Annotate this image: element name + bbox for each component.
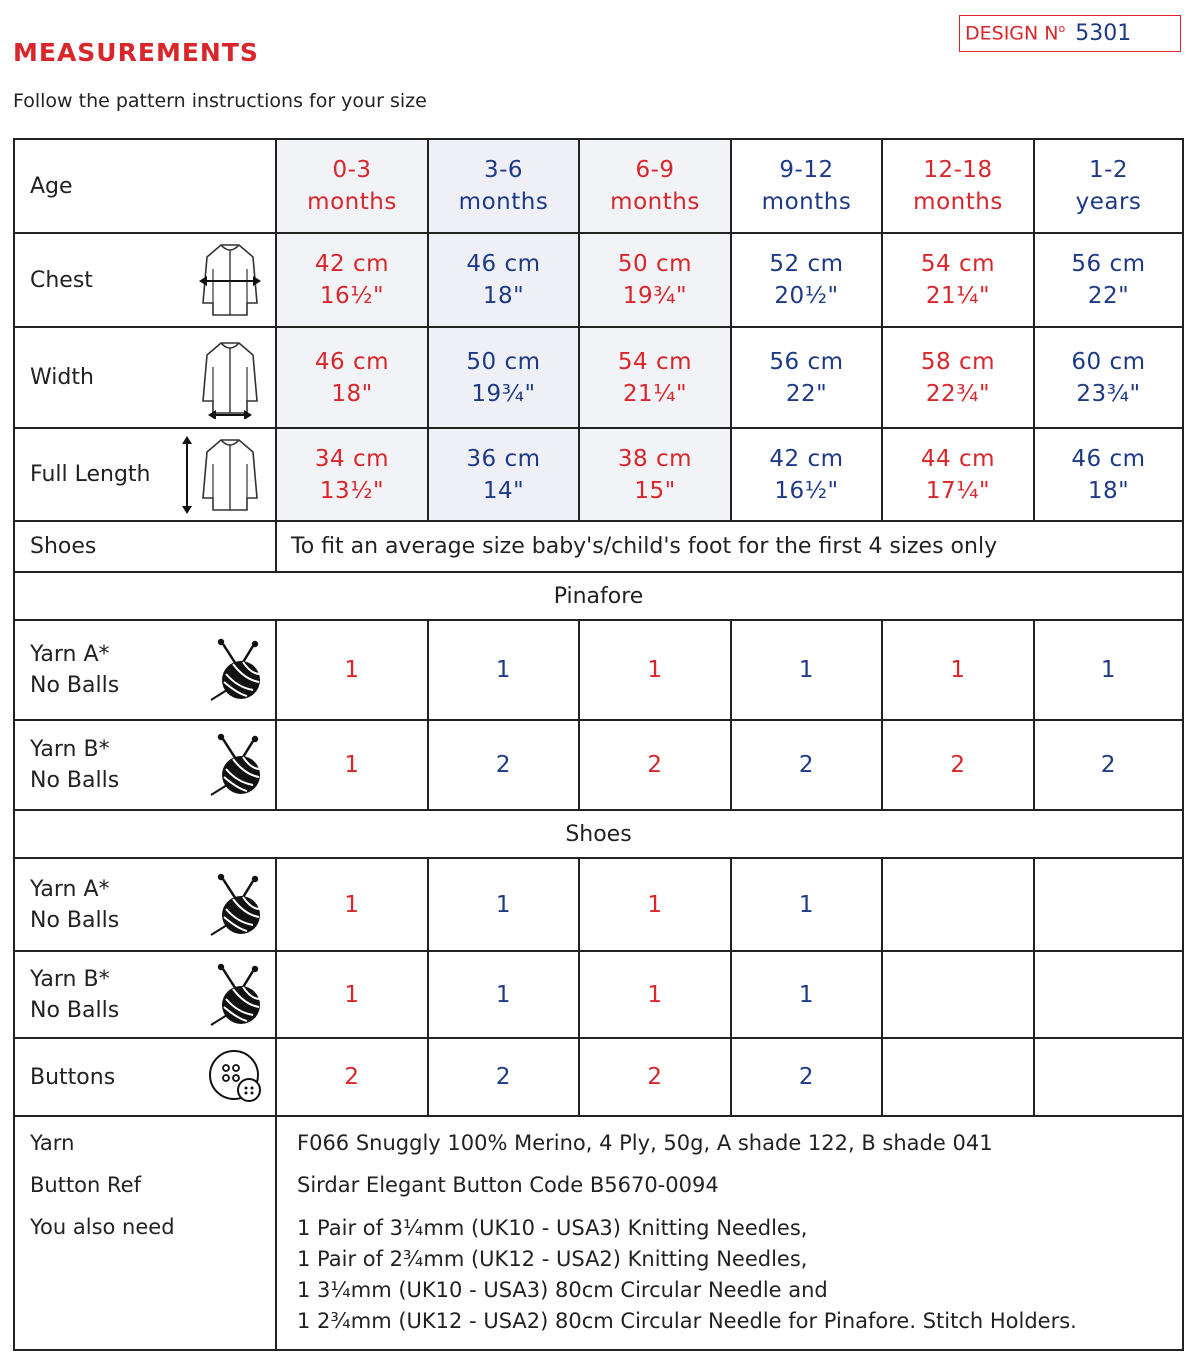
shoes-yarn-b-value: 1 — [731, 951, 882, 1038]
design-number: 5301 — [1075, 21, 1132, 46]
pinafore-yarn-b-value: 2 — [1034, 720, 1183, 810]
buttons-row — [14, 1038, 1183, 1116]
shoes-yarn-b-label: Yarn B* No Balls — [14, 951, 276, 1038]
pinafore-yarn-b-value: 2 — [882, 720, 1034, 810]
age-label: Age — [14, 139, 276, 233]
also-need-label: You also need — [30, 1215, 175, 1239]
button-ref-label: Button Ref — [30, 1173, 141, 1197]
size-header: 6-9 months — [579, 139, 731, 233]
cardigan-chest-icon — [195, 239, 265, 321]
pinafore-yarn-a-value: 1 — [1034, 620, 1183, 720]
size-header: 9-12 months — [731, 139, 882, 233]
buttons-value — [882, 1038, 1034, 1116]
materials-values — [276, 1116, 1183, 1350]
shoes-yarn-a-value — [1034, 858, 1183, 951]
pinafore-heading: Pinafore — [14, 572, 1183, 620]
shoes-yarn-b-value — [1034, 951, 1183, 1038]
needle-item: 1 2¾mm (UK12 - USA2) 80cm Circular Needle for Pinafore. Stitch Holders. — [297, 1309, 1077, 1333]
shoes-yarn-b-value: 1 — [579, 951, 731, 1038]
chest-label-cell — [14, 233, 276, 327]
length-label: Full Length — [30, 462, 151, 487]
pinafore-yarn-a-value: 1 — [579, 620, 731, 720]
length-value: 36 cm 14" — [428, 428, 579, 521]
chest-value: 46 cm 18" — [428, 233, 579, 327]
chest-value: 42 cm 16½" — [276, 233, 428, 327]
size-header: 1-2 years — [1034, 139, 1183, 233]
shoes-heading: Shoes — [14, 810, 1183, 858]
pinafore-yarn-a-value: 1 — [428, 620, 579, 720]
yarn-ball-icon — [209, 638, 265, 702]
yarn-label: Yarn — [30, 1131, 75, 1155]
pinafore-section-row — [14, 572, 1183, 620]
pinafore-yarn-b-row — [14, 720, 1183, 810]
pinafore-yarn-a-value: 1 — [731, 620, 882, 720]
page-subtitle: Follow the pattern instructions for your size — [13, 90, 427, 112]
chest-value: 50 cm 19¾" — [579, 233, 731, 327]
pinafore-yarn-b-label: Yarn B* No Balls — [14, 720, 276, 810]
shoes-yarn-a-value: 1 — [731, 858, 882, 951]
shoes-yarn-a-value — [882, 858, 1034, 951]
width-value: 56 cm 22" — [731, 327, 882, 428]
width-label-cell — [14, 327, 276, 428]
chest-row — [14, 233, 1183, 327]
button-icon — [207, 1048, 265, 1106]
design-label: DESIGN $N^o$ — [965, 22, 1066, 45]
materials-row — [14, 1116, 1183, 1350]
chest-value: 54 cm 21¼" — [882, 233, 1034, 327]
width-value: 58 cm 22¾" — [882, 327, 1034, 428]
shoes-yarn-b-value: 1 — [428, 951, 579, 1038]
needle-item: 1 Pair of 3¼mm (UK10 - USA3) Knitting Needles, — [297, 1216, 808, 1240]
pinafore-yarn-a-value: 1 — [882, 620, 1034, 720]
size-header: 3-6 months — [428, 139, 579, 233]
pinafore-yarn-b-value: 2 — [428, 720, 579, 810]
shoes-yarn-b-row — [14, 951, 1183, 1038]
width-row — [14, 327, 1183, 428]
yarn-ball-icon — [209, 873, 265, 937]
width-value: 46 cm 18" — [276, 327, 428, 428]
cardigan-width-icon — [195, 337, 265, 419]
shoes-fit-row — [14, 521, 1183, 572]
cardigan-length-icon — [181, 434, 265, 516]
shoes-section-row — [14, 810, 1183, 858]
shoes-yarn-a-value: 1 — [579, 858, 731, 951]
pinafore-yarn-a-value: 1 — [276, 620, 428, 720]
length-value: 46 cm 18" — [1034, 428, 1183, 521]
page-title: MEASUREMENTS — [13, 38, 259, 67]
size-header: 12-18 months — [882, 139, 1034, 233]
yarn-ball-icon — [209, 963, 265, 1027]
length-value: 44 cm 17¼" — [882, 428, 1034, 521]
buttons-value: 2 — [276, 1038, 428, 1116]
shoes-yarn-a-row — [14, 858, 1183, 951]
buttons-label-cell — [14, 1038, 276, 1116]
length-row — [14, 428, 1183, 521]
buttons-value — [1034, 1038, 1183, 1116]
pinafore-yarn-b-value: 2 — [579, 720, 731, 810]
width-value: 54 cm 21¼" — [579, 327, 731, 428]
materials-labels — [14, 1116, 276, 1350]
pinafore-yarn-b-value: 2 — [731, 720, 882, 810]
chest-label: Chest — [30, 267, 93, 293]
design-number-badge — [959, 15, 1181, 52]
pinafore-yarn-b-value: 1 — [276, 720, 428, 810]
yarn-ball-icon — [209, 733, 265, 797]
needle-item: 1 3¼mm (UK10 - USA3) 80cm Circular Needle and — [297, 1278, 828, 1302]
age-row — [14, 139, 1183, 233]
size-header: 0-3 months — [276, 139, 428, 233]
button-spec: Sirdar Elegant Button Code B5670-0094 — [297, 1173, 719, 1197]
pinafore-yarn-a-label: Yarn A* No Balls — [14, 620, 276, 720]
chest-value: 52 cm 20½" — [731, 233, 882, 327]
length-value: 42 cm 16½" — [731, 428, 882, 521]
length-value: 34 cm 13½" — [276, 428, 428, 521]
width-value: 60 cm 23¾" — [1034, 327, 1183, 428]
width-value: 50 cm 19¾" — [428, 327, 579, 428]
buttons-value: 2 — [731, 1038, 882, 1116]
length-label-cell — [14, 428, 276, 521]
chest-value: 56 cm 22" — [1034, 233, 1183, 327]
length-value: 38 cm 15" — [579, 428, 731, 521]
shoes-yarn-a-label: Yarn A* No Balls — [14, 858, 276, 951]
width-label: Width — [30, 365, 94, 390]
shoes-yarn-b-value: 1 — [276, 951, 428, 1038]
shoes-yarn-a-value: 1 — [428, 858, 579, 951]
shoes-fit-note: To fit an average size baby's/child's foot for the first 4 sizes only — [276, 521, 1183, 572]
shoes-yarn-a-value: 1 — [276, 858, 428, 951]
needle-item: 1 Pair of 2¾mm (UK12 - USA2) Knitting Needles, — [297, 1247, 808, 1271]
buttons-label: Buttons — [30, 1064, 116, 1090]
shoes-yarn-b-value — [882, 951, 1034, 1038]
measurements-table — [13, 138, 1184, 1351]
buttons-value: 2 — [579, 1038, 731, 1116]
yarn-spec: F066 Snuggly 100% Merino, 4 Ply, 50g, A shade 122, B shade 041 — [297, 1131, 993, 1155]
buttons-value: 2 — [428, 1038, 579, 1116]
shoes-label: Shoes — [14, 521, 276, 572]
pinafore-yarn-a-row — [14, 620, 1183, 720]
